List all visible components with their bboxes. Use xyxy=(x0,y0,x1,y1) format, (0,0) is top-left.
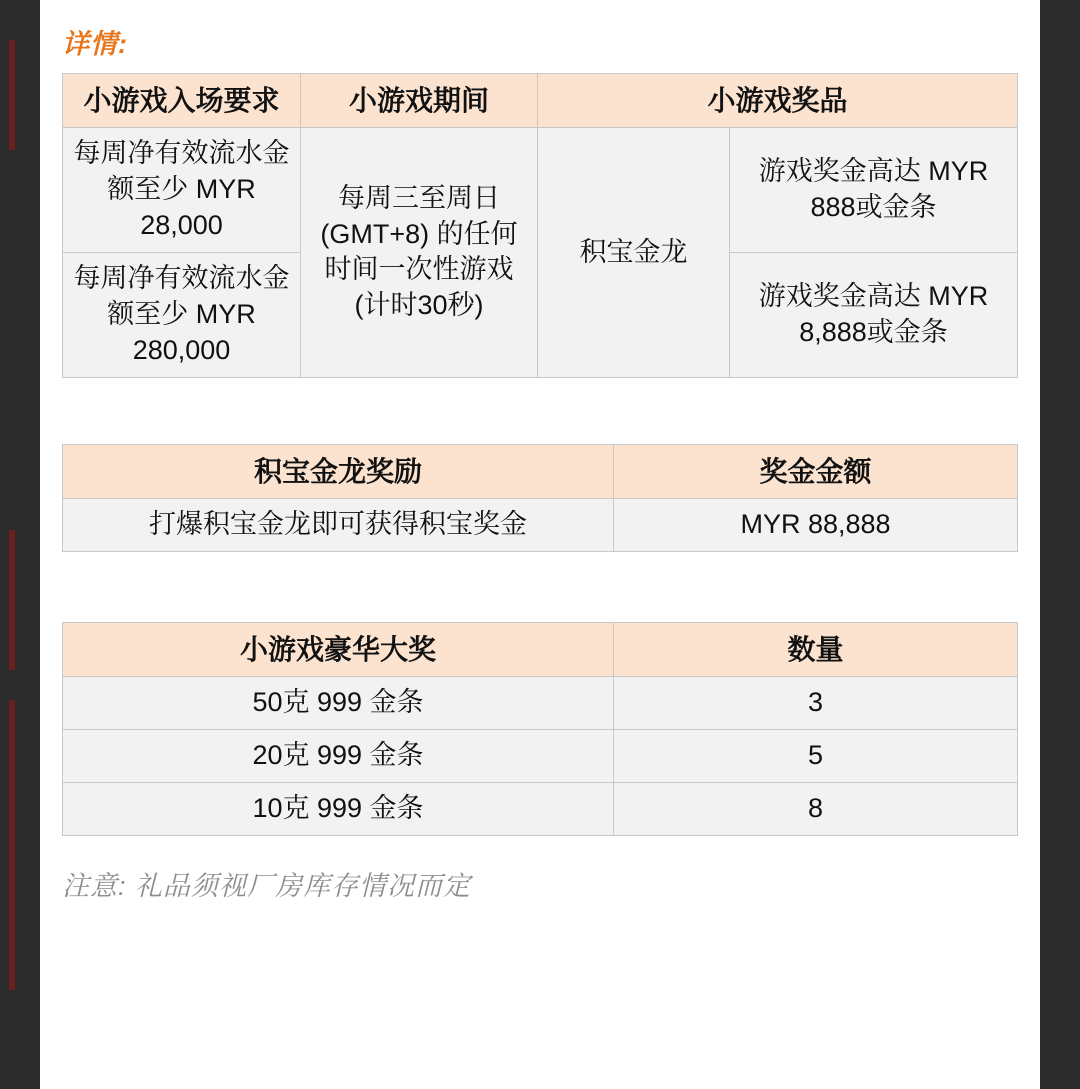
minigame-details-table xyxy=(62,73,1018,378)
column-header-entry-requirement: 小游戏入场要求 xyxy=(63,74,301,128)
page-title: 详情: xyxy=(62,29,128,59)
column-header-period: 小游戏期间 xyxy=(301,74,538,128)
table-header-row xyxy=(63,444,1018,498)
minigame-period: 每周三至周日 (GMT+8) 的任何时间一次性游戏 (计时30秒) xyxy=(301,128,538,377)
minigame-name: 积宝金龙 xyxy=(538,128,730,377)
grand-prize-qty-1: 3 xyxy=(614,677,1018,730)
left-accent-bar-3 xyxy=(9,700,15,990)
entry-requirement-tier1: 每周净有效流水金额至少 MYR 28,000 xyxy=(63,128,301,253)
grand-prize-item-3: 10克 999 金条 xyxy=(63,782,614,835)
table-header-row xyxy=(63,622,1018,676)
jackpot-reward-amount: MYR 88,888 xyxy=(614,498,1018,551)
entry-requirement-tier2: 每周净有效流水金额至少 MYR 280,000 xyxy=(63,252,301,377)
spacer-2 xyxy=(62,552,1018,622)
left-accent-bar-2 xyxy=(9,530,15,670)
spacer-1 xyxy=(62,378,1018,444)
left-accent-bar-1 xyxy=(9,40,15,150)
table-row xyxy=(63,729,1018,782)
grand-prize-table xyxy=(62,622,1018,836)
grand-prize-qty-2: 5 xyxy=(614,729,1018,782)
minigame-prize-tier2: 游戏奖金高达 MYR 8,888或金条 xyxy=(730,252,1018,377)
column-header-prizes: 小游戏奖品 xyxy=(538,74,1018,128)
jackpot-reward-table xyxy=(62,444,1018,552)
column-header-jackpot-amount: 奖金金额 xyxy=(614,444,1018,498)
jackpot-reward-description: 打爆积宝金龙即可获得积宝奖金 xyxy=(63,498,614,551)
minigame-prize-tier1: 游戏奖金高达 MYR 888或金条 xyxy=(730,128,1018,253)
column-header-jackpot-reward: 积宝金龙奖励 xyxy=(63,444,614,498)
promo-details-page xyxy=(40,0,1040,1089)
table-header-row xyxy=(63,74,1018,128)
grand-prize-item-1: 50克 999 金条 xyxy=(63,677,614,730)
column-header-quantity: 数量 xyxy=(614,622,1018,676)
table-row xyxy=(63,498,1018,551)
table-row xyxy=(63,677,1018,730)
page-left-edge xyxy=(0,0,40,1089)
grand-prize-qty-3: 8 xyxy=(614,782,1018,835)
table-row xyxy=(63,128,1018,253)
grand-prize-item-2: 20克 999 金条 xyxy=(63,729,614,782)
footer-note: 注意: 礼品须视厂房库存情况而定 xyxy=(62,870,472,901)
page-right-edge xyxy=(1040,0,1080,1089)
column-header-grand-prize: 小游戏豪华大奖 xyxy=(63,622,614,676)
table-row xyxy=(63,782,1018,835)
